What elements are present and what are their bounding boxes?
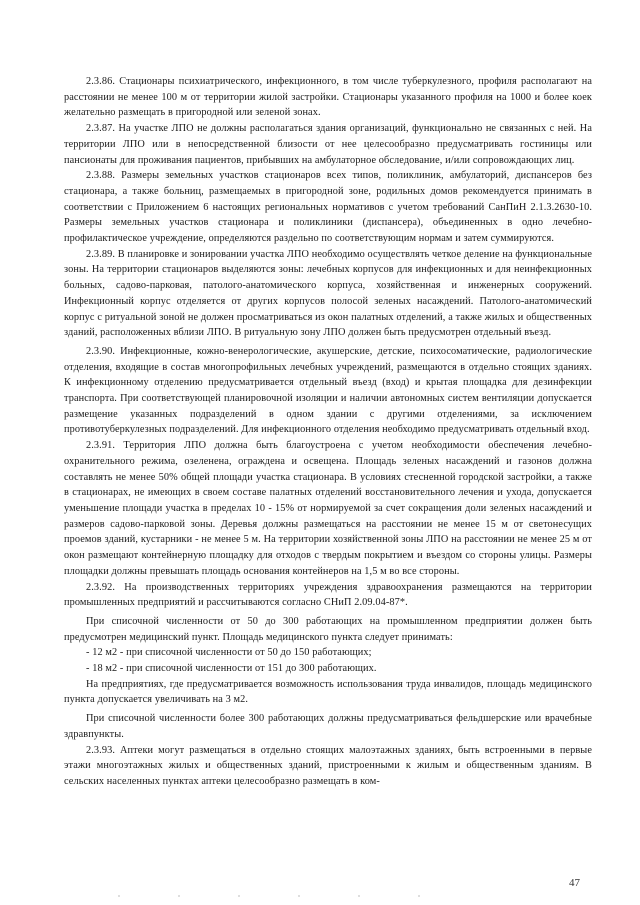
scan-edge-marks: [118, 895, 440, 897]
paragraph-2-3-91: 2.3.91. Территория ЛПО должна быть благоустроена с учетом необходимости обеспечения лечебно-охранительного режима, озеленена, ограждена и освещена. Площадь зеленых насаждений и газонов должна составлять не менее 50% общей площади участка стационара. В условиях стесненной городской застройки, а также в стационарах, не имеющих в своем составе палатных отделений восстановительного лечения и ухода, допускается уменьшение площади участка в пределах 10 - 15% от нормируемой за счет сокращения доли зеленых насаждений и размеров садово-парковой зоны. Деревья должны размещаться на расстоянии не менее 15 м от светонесущих проемов зданий, кустарники - не менее 5 м. На территории хозяйственной зоны ЛПО на расстоянии не менее 25 м от окон размещают контейнерную площадку для отходов с твердым покрытием и въездом со стороны улицы. Размеры площадки должны превышать площадь основания контейнеров на 1,5 м во все стороны.: [64, 440, 592, 577]
list-item-18m2: - 18 м2 - при списочной численности от 151 до 300 работающих.: [86, 663, 377, 675]
paragraph-disabled-workers: На предприятиях, где предусматривается возможность использования труда инвалидов, площадь медицинского пункта допускается увеличивать на 3 м2.: [64, 678, 592, 706]
paragraph-2-3-89: 2.3.89. В планировке и зонировании участка ЛПО необходимо осуществлять четкое деление на функциональные зоны. На территории стационаров выделяются зоны: лечебных корпусов для инфекционных и для неинфекционных больных, садово-парковая, патолого-анатомического корпуса, хозяйственная и инженерных сооружений. Инфекционный корпус отделяется от других корпусов полосой зеленых насаждений. Патолого-анатомический корпус с ритуальной зоной не должен просматриваться из окон палатных отделений, а также жилых и общественных зданий, расположенных вблизи ЛПО. В ритуальную зону ЛПО должен быть предусмотрен отдельный въезд.: [64, 248, 592, 339]
paragraph-2-3-86: 2.3.86. Стационары психиатрического, инфекционного, в том числе туберкулезного, профиля располагают на расстоянии не менее 100 м от территории жилой застройки. Стационары указанного профиля на 1000 и более коек желательно размещать в пригородной или зеленой зонах.: [64, 76, 592, 119]
paragraph-2-3-88: 2.3.88. Размеры земельных участков стационаров всех типов, поликлиник, амбулаторий, диспансеров без стационара, а также больниц, размещаемых в пригородной зоне, родильных домов рекомендуется принимать в соответствии с Приложением 6 настоящих региональных нормативов с учетом требований СанПиН 2.1.3.2630-10. Размеры земельных участков стационара и поликлиники (диспансера), объединенных в одно лечебно-профилактическое учреждение, определяются раздельно по соответствующим нормам и затем суммируются.: [64, 170, 592, 245]
paragraph-2-3-90: 2.3.90. Инфекционные, кожно-венерологические, акушерские, детские, психосоматические, радиологические отделения, входящие в состав многопрофильных лечебных учреждений, размещаются в отдельно стоящих зданиях. К инфекционному отделению предусматривается отдельный въезд (вход) и крытая площадка для дезинфекции транспорта. При соответствующей планировочной изоляции и наличии автономных систем вентиляции допускается размещение указанных подразделений в одном здании с другими отделениями, за исключением противотуберкулезных подразделений. Для инфекционного отделения необходимо предусматривать отдельный вход.: [64, 345, 592, 436]
paragraph-medical-point: При списочной численности от 50 до 300 работающих на промышленном предприятии должен быть предусмотрен медицинский пункт. Площадь медицинского пункта следует принимать:: [64, 615, 592, 643]
paragraph-2-3-92: 2.3.92. На производственных территориях учреждения здравоохранения размещаются на территории промышленных предприятий и рассчитываются согласно СНиП 2.09.04-87*.: [64, 581, 592, 609]
list-item-12m2: - 12 м2 - при списочной численности от 50 до 150 работающих;: [86, 647, 372, 659]
paragraph-2-3-93: 2.3.93. Аптеки могут размещаться в отдельно стоящих малоэтажных зданиях, быть встроенными в первые этажи многоэтажных жилых и общественных зданий, пристроенными к жилым и общественным зданиям. В сельских населенных пунктах аптеки целесообразно размещать в ком-: [64, 744, 592, 787]
paragraph-2-3-87: 2.3.87. На участке ЛПО не должны располагаться здания организаций, функционально не связанных с ней. На территории ЛПО или в непосредственной близости от нее целесообразно предусматривать гостиницы или пансионаты для проживания пациентов, прибывших на амбулаторное обследование, и/или сопровождающих лиц.: [64, 123, 592, 166]
paragraph-over-300: При списочной численности более 300 работающих должны предусматриваться фельдшерские или врачебные здравпункты.: [64, 713, 592, 740]
page-number: 47: [569, 877, 580, 889]
